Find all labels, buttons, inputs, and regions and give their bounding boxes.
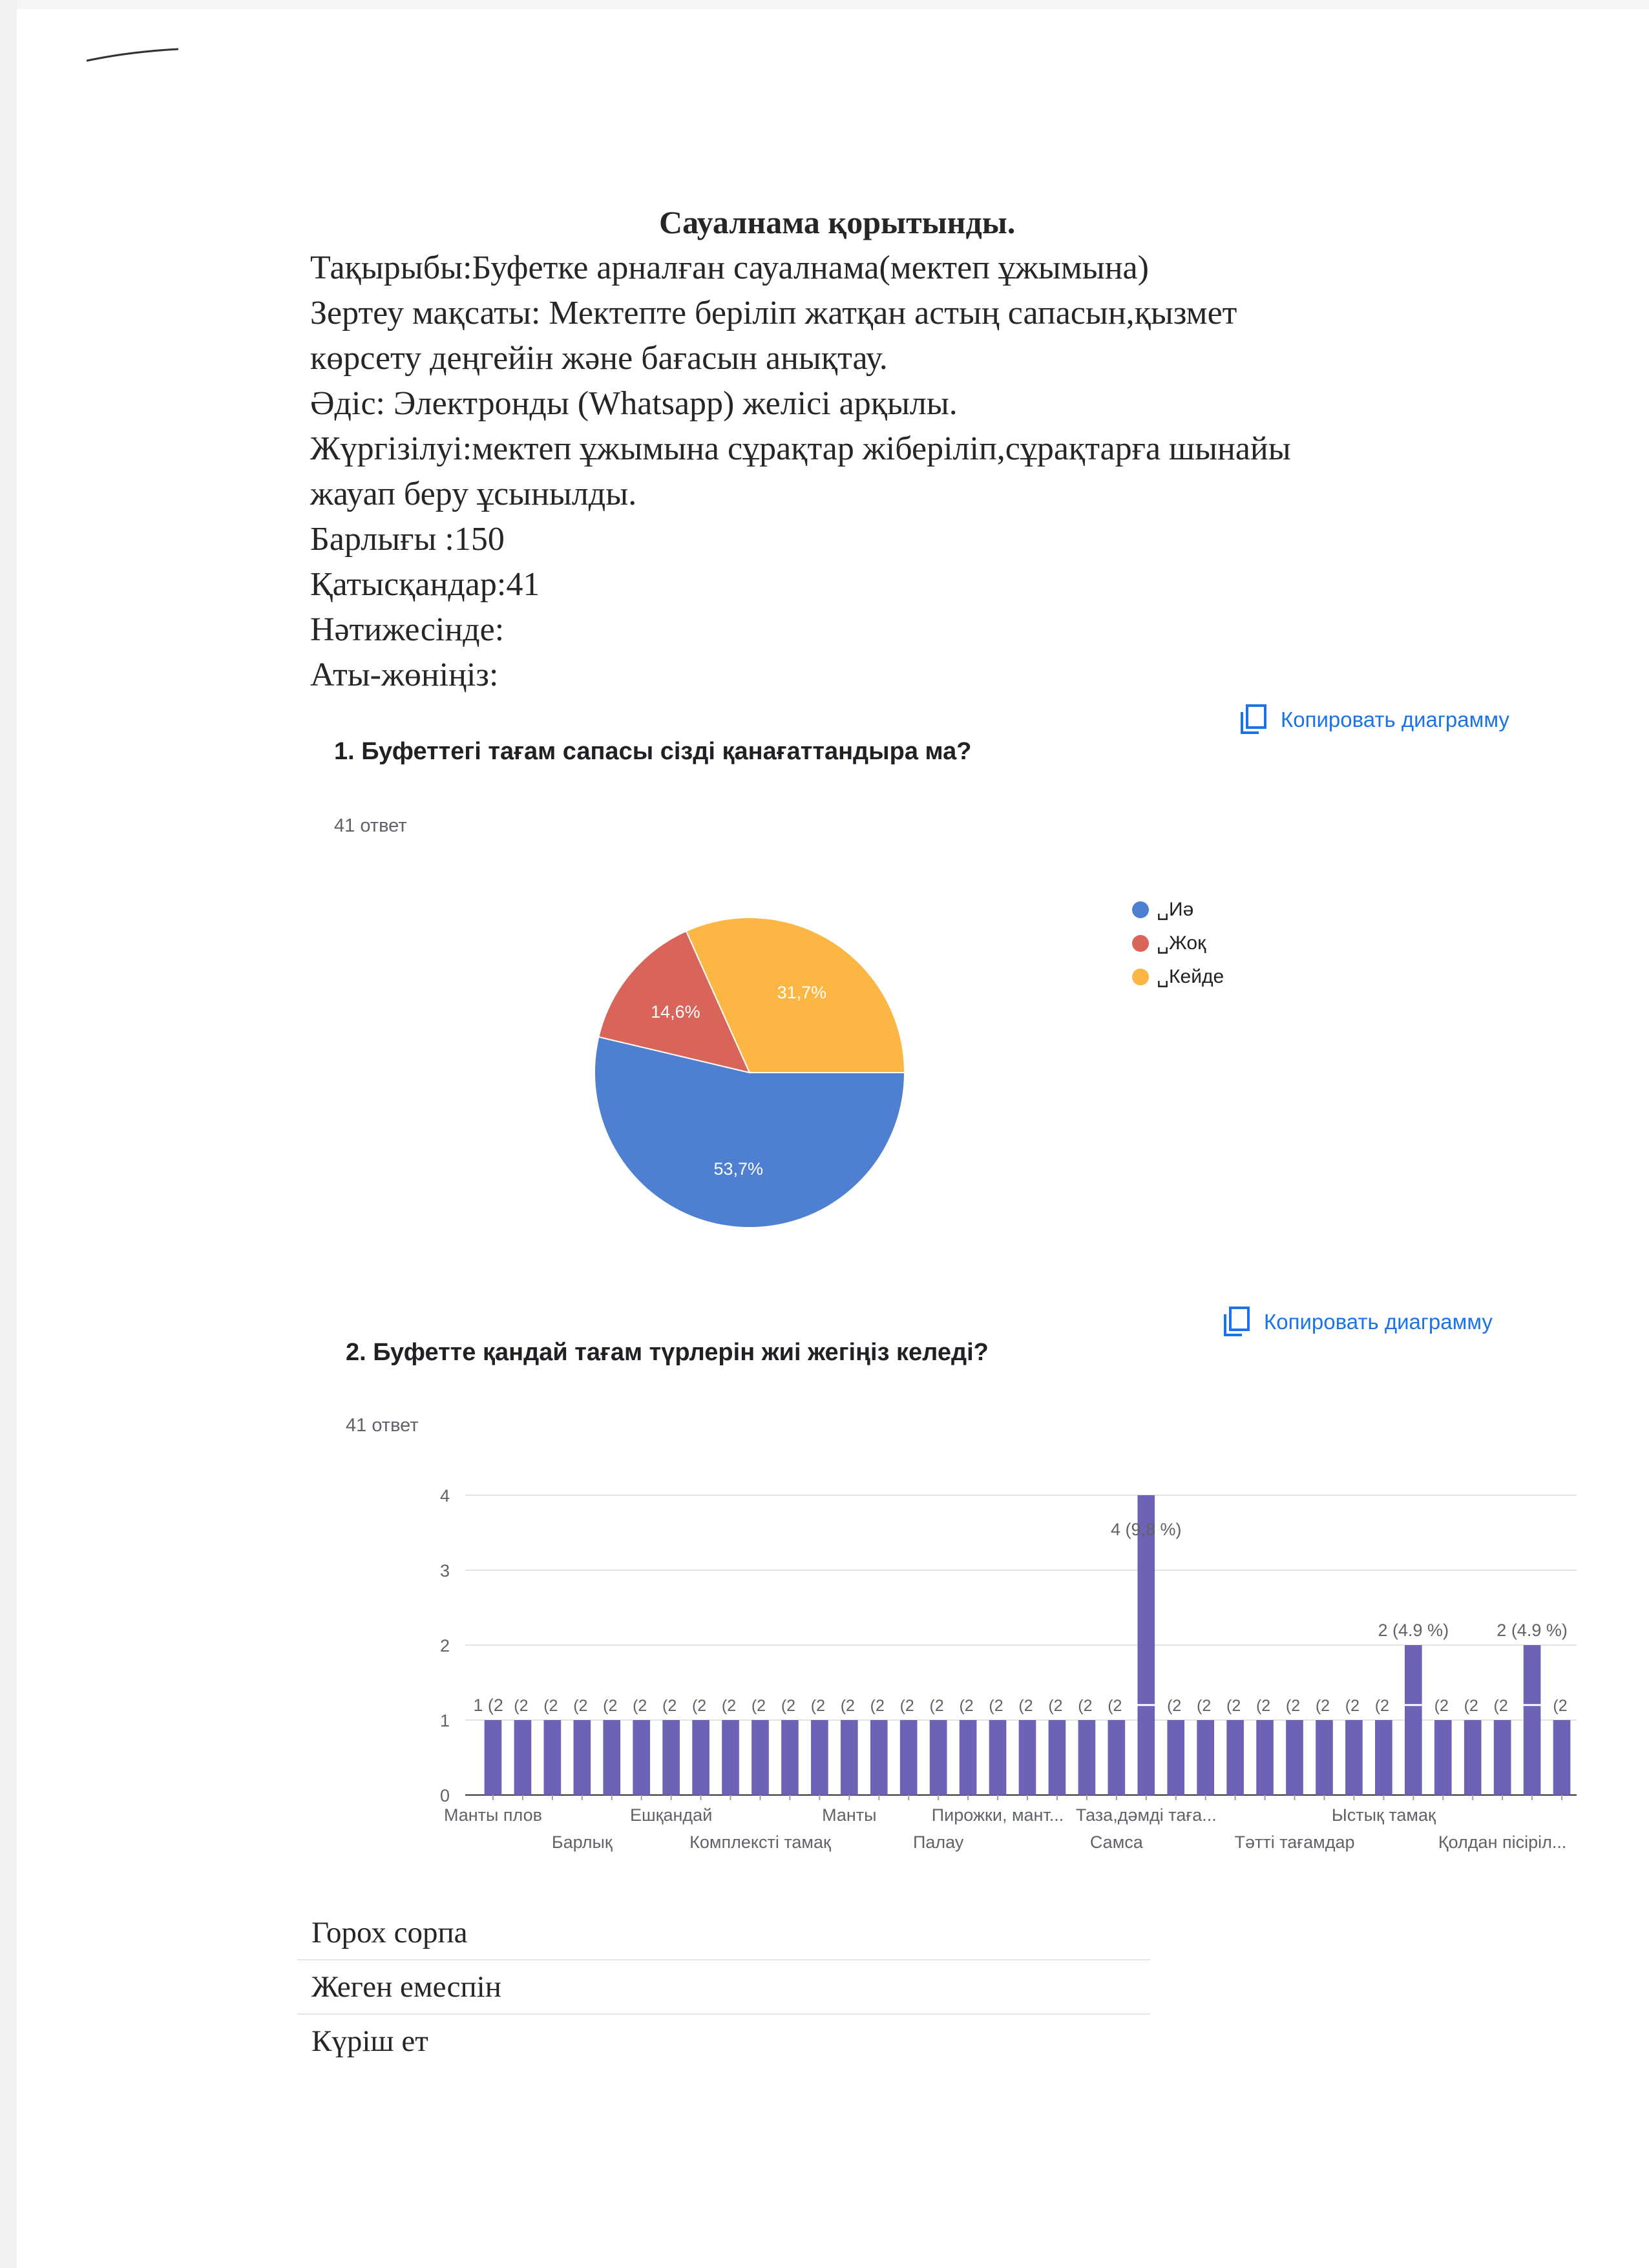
bar (1434, 1720, 1452, 1795)
bar (781, 1720, 799, 1795)
bar-data-label: (2 (840, 1697, 858, 1715)
x-tick-label: Ыстық тамақ (1331, 1805, 1436, 1825)
question2-response-count: 41 ответ (346, 1415, 419, 1436)
bar (1316, 1720, 1333, 1795)
x-tick-label: Тәтті тағамдар (1234, 1832, 1355, 1852)
doc-line-goal-cont: көрсету деңгейін және бағасын анықтау. (310, 340, 888, 377)
x-tick-label: Палау (912, 1832, 964, 1852)
bar-data-label: (2 (1493, 1697, 1511, 1715)
bar-data-label: 1 (2 (473, 1696, 507, 1715)
bar-data-label: (2 (1018, 1697, 1036, 1715)
bar-data-label: (2 (721, 1697, 740, 1715)
bar (1049, 1720, 1066, 1795)
table-cell: Горох сорпа (311, 1916, 468, 1949)
table-row (297, 2015, 1150, 2068)
bar (930, 1720, 947, 1795)
bar (1464, 1720, 1482, 1795)
bar-data-label: (2 (899, 1697, 918, 1715)
legend-item-sometimes (1132, 965, 1224, 988)
copy-chart-label: Копировать диаграмму (1264, 1310, 1493, 1334)
copy-chart-button-2[interactable] (1223, 1307, 1493, 1338)
doc-line-result: Нәтижесінде: (310, 611, 505, 648)
copy-chart-button-1[interactable] (1239, 704, 1509, 735)
question1-response-count: 41 ответ (334, 815, 407, 836)
x-tick-label: Қолдан пісіріл... (1438, 1832, 1567, 1852)
bar-data-label: (2 (810, 1697, 828, 1715)
bar (1167, 1720, 1184, 1795)
bar-data-label: (2 (781, 1697, 799, 1715)
pen-mark (84, 45, 181, 65)
document-title: Сауалнама қорытынды. (659, 204, 1016, 240)
y-tick-label: 4 (439, 1486, 450, 1506)
bar-data-label: (2 (633, 1697, 651, 1715)
bar (633, 1720, 650, 1795)
x-tick-label: Барлық (551, 1832, 613, 1852)
y-tick-label: 1 (439, 1711, 450, 1730)
pie-chart (582, 905, 918, 1241)
bar (514, 1720, 532, 1795)
bar (573, 1720, 591, 1795)
bar (900, 1720, 918, 1795)
bar-data-label: (2 (1167, 1697, 1185, 1715)
bar-data-label: (2 (1048, 1697, 1066, 1715)
legend-label-no: ␣Жоқ (1157, 932, 1206, 954)
doc-line-goal: Зертеу мақсаты: Мектепте беріліп жатқан астың сапасын,қызмет (310, 295, 1237, 331)
bar-data-label: (2 (1108, 1697, 1126, 1715)
bar (1553, 1720, 1571, 1795)
bar (1494, 1720, 1511, 1795)
legend-dot-yellow (1132, 969, 1149, 985)
x-tick-label: Манты (822, 1805, 877, 1825)
doc-line-name: Аты-жөніңіз: (310, 656, 499, 693)
bar (603, 1720, 620, 1795)
question1-title: 1. Буфеттегі тағам сапасы сізді қанағаттандыра ма? (334, 738, 972, 765)
bar-data-label: (2 (691, 1697, 710, 1715)
bar (485, 1720, 502, 1795)
x-tick-label: Комплексті тамақ (689, 1832, 831, 1852)
bar-data-label: (2 (1553, 1697, 1571, 1715)
x-tick-label: Манты плов (443, 1805, 542, 1825)
bar (1019, 1720, 1036, 1795)
bar (1078, 1720, 1096, 1795)
legend-dot-blue (1132, 901, 1149, 918)
question2-title: 2. Буфетте қандай тағам түрлерін жиі жегіңіз келеді? (346, 1339, 989, 1366)
bar (960, 1720, 977, 1795)
bar-data-label: (2 (751, 1697, 770, 1715)
bar (1524, 1645, 1541, 1795)
bar (1286, 1720, 1303, 1795)
bar (1256, 1720, 1274, 1795)
bar-data-label: (2 (1434, 1697, 1452, 1715)
bar (1197, 1720, 1214, 1795)
bar (544, 1720, 562, 1795)
bar (841, 1720, 858, 1795)
bar-data-label: (2 (1197, 1697, 1215, 1715)
doc-line-procedure-cont: жауап беру ұсынылды. (310, 476, 637, 512)
bar-data-label: (2 (573, 1697, 591, 1715)
bar (722, 1720, 739, 1795)
doc-line-total: Барлығы :150 (310, 521, 505, 558)
legend-label-yes: ␣Иә (1157, 899, 1194, 920)
legend-dot-red (1132, 935, 1149, 952)
bar-data-label: (2 (1226, 1697, 1245, 1715)
bar (1345, 1720, 1363, 1795)
bar-chart (414, 1480, 1590, 1880)
y-tick-label: 3 (439, 1561, 450, 1580)
bar-data-label: (2 (870, 1697, 888, 1715)
bar (1405, 1645, 1422, 1795)
doc-line-method: Әдіс: Электронды (Whatsapp) желісі арқылы. (310, 385, 958, 422)
bar-data-label: (2 (1315, 1697, 1334, 1715)
bar (662, 1720, 680, 1795)
bar-data-label: (2 (662, 1697, 680, 1715)
bar (1226, 1720, 1244, 1795)
y-tick-label: 0 (439, 1786, 450, 1805)
bar (1375, 1720, 1392, 1795)
copy-chart-icon (1239, 704, 1268, 735)
bar-data-label: (2 (514, 1697, 532, 1715)
bar-data-label: (2 (543, 1697, 562, 1715)
doc-line-participants: Қатысқандар:41 (310, 566, 540, 603)
bar-data-label: 2 (4.9 %) (1378, 1621, 1449, 1640)
scan-edge (0, 0, 17, 2268)
copy-chart-icon (1223, 1307, 1251, 1338)
legend-item-no (1132, 932, 1206, 954)
bar-data-label: 2 (4.9 %) (1497, 1621, 1568, 1640)
doc-line-procedure: Жүргізілуі:мектеп ұжымына сұрақтар жіберіліп,сұрақтарға шынайы (310, 430, 1291, 467)
table-row (297, 1906, 1150, 1960)
bar-data-label: (2 (1345, 1697, 1363, 1715)
x-tick-label: Таза,дәмді тағa... (1075, 1805, 1217, 1825)
table-row (297, 1960, 1150, 2015)
bar-data-label: 4 (9,8 %) (1111, 1520, 1182, 1539)
bar (1108, 1720, 1126, 1795)
y-tick-label: 2 (439, 1636, 450, 1655)
pie-data-label: 53,7% (713, 1159, 764, 1179)
doc-line-topic: Тақырыбы:Буфетке арналған сауалнама(мектеп ұжымына) (310, 249, 1149, 286)
legend-item-yes (1132, 898, 1193, 921)
answers-table (297, 1906, 1150, 2068)
copy-chart-label: Копировать диаграмму (1281, 708, 1509, 731)
scan-top-edge (17, 0, 1649, 9)
bar (870, 1720, 888, 1795)
table-cell: Жеген емеспін (311, 1970, 501, 2004)
bar-data-label: (2 (1464, 1697, 1482, 1715)
bar-data-label: (2 (1285, 1697, 1304, 1715)
pie-data-label: 31,7% (777, 983, 827, 1003)
bar-data-label: (2 (959, 1697, 977, 1715)
bar (989, 1720, 1007, 1795)
x-tick-label: Пирожки, мант... (931, 1805, 1064, 1825)
bar (692, 1720, 709, 1795)
pie-data-label: 14,6% (651, 1002, 700, 1022)
bar (751, 1720, 769, 1795)
x-tick-label: Самса (1089, 1832, 1143, 1852)
legend-label-sometimes: ␣Кейде (1157, 966, 1224, 987)
bar-data-label: (2 (603, 1697, 621, 1715)
x-tick-label: Ешқандай (630, 1805, 713, 1825)
bar-data-label: (2 (929, 1697, 947, 1715)
bar (811, 1720, 828, 1795)
bar-data-label: (2 (989, 1697, 1007, 1715)
bar-data-label: (2 (1255, 1697, 1274, 1715)
table-cell: Күріш ет (311, 2024, 428, 2058)
bar-data-label: (2 (1374, 1697, 1392, 1715)
bar (1137, 1495, 1155, 1795)
bar-data-label: (2 (1078, 1697, 1096, 1715)
